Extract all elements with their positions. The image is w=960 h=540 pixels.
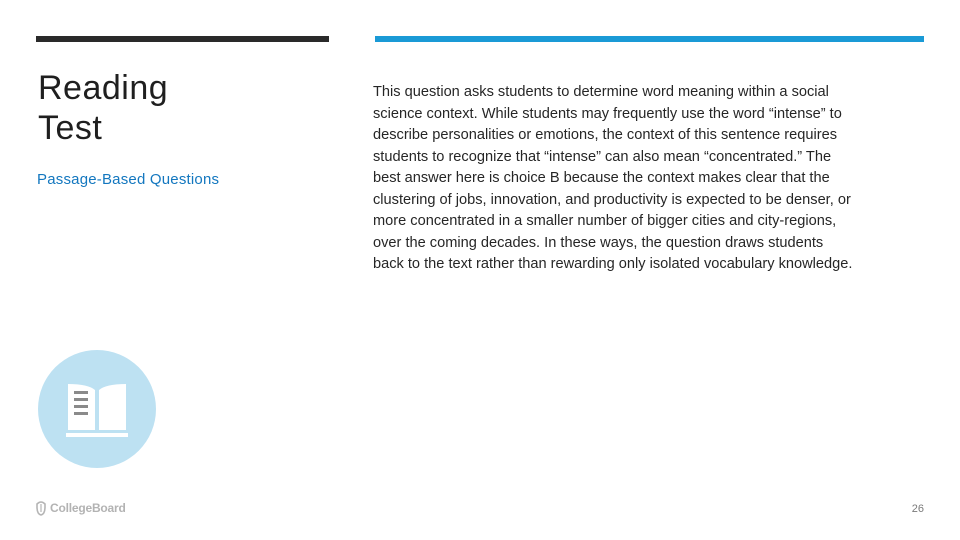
book-icon-circle (38, 350, 156, 468)
slide-title (38, 68, 168, 148)
page-number: 26 (911, 503, 924, 515)
open-book-icon (38, 350, 156, 468)
slide-subtitle: Passage-Based Questions (37, 171, 220, 188)
slide-title-line-1: Reading (38, 69, 169, 107)
logo-text: CollegeBoard (50, 501, 126, 515)
right-header-rule (375, 36, 924, 42)
acorn-logo-icon (35, 500, 47, 516)
left-header-rule (36, 36, 329, 42)
explanation-paragraph: This question asks students to determine word meaning within a social science context. While students may frequently use the word “intense” to describe personalities or emotions, the context of this sentence requires students to recognize that “intense” can also mean “concentrated.” The best answer here is choice B because the context makes clear that the clustering of jobs, innovation, and productivity is expected to be denser, or more concentrated in a smaller number of bigger cities and city-regions, over the coming decades. In these ways, the question draws students back to the text rather than rewarding only isolated vocabulary knowledge. (373, 84, 853, 272)
slide-title-line-2: Test (38, 109, 103, 147)
college-board-logo (35, 500, 126, 516)
